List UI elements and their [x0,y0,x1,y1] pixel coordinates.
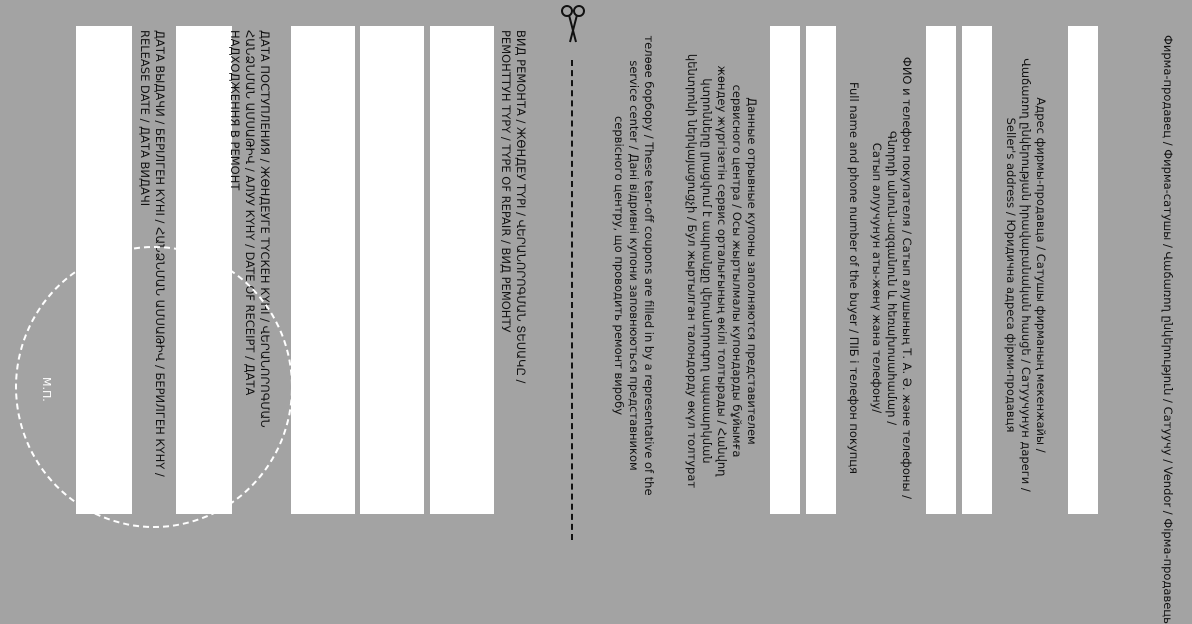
receipt-date-label-line-1: ДАТА ПОСТУПЛЕНИЯ / ЖӨНДЕУГЕ ТҮСКЕН КҮНІ / ՎԵՐԱՆՈՐՈԳՄԱՆ [258,30,272,428]
vendor-field[interactable] [1068,26,1098,514]
vendor-label: Фирма-продавец / Фирма-сатушы / Վաճառող ընկերություն / Сатуучу / Vendor / Фірма-продавець [1161,35,1175,624]
buyer-label-line-3: Сатып алуучунун аты-жөнү жана телефону/ [870,142,884,414]
buyer-label-line-1: ФИО и телефон покупателя / Сатып алушының Т. А. Ә. және телефоны / [900,56,914,500]
repair-type-field-1[interactable] [291,26,355,514]
seller-address-field-1[interactable] [926,26,956,514]
stamp-label: М.П. [40,377,53,402]
service-note-line-4: կտրոնները լրացվում է ապրանքը վերանորոգող սպասարկման [700,78,714,464]
buyer-field-1[interactable] [770,26,800,514]
seller-address-line-3: Seller's address / Юридична адреса фірми-продавця [1004,117,1018,433]
repair-type-field-3[interactable] [430,26,494,514]
seller-address-line-2: Վաճառող ընկերության իրավաբանական հասցե / Сатуучунун дареги / [1019,58,1033,492]
stamp-area [15,246,293,528]
seller-address-line-1: Адрес фирмы-продавца / Сатушы фирманың мекенжайы / [1034,97,1048,453]
service-note-line-2: сервисного центра / Осы жыртылмалы купондарды бұйымға [730,84,744,458]
release-date-label-line-1: ДАТА ВЫДАЧИ / БЕРІЛГЕН КҮНІ / ՀԱՆՁՆՄԱՆ ԱՄՍԱԹԻՎ / БЕРИЛГЕН КҮНҮ / [153,30,167,477]
service-note-line-6: телөөе борбору / These tear-off coupons are filled in by a representative of the [642,35,656,496]
buyer-label-line-4: Full name and phone number of the buyer / ПІБ і телефон покупця [847,82,861,474]
repair-type-label-line-2: РЕМОНТТУН ТҮРҮ / TYPE OF REPAIR / ВИД РЕМОНТУ [499,30,513,333]
repair-type-field-2[interactable] [360,26,424,514]
service-note-line-8: сервісного центру, що проводить ремонт виробу [612,115,626,415]
buyer-field-2[interactable] [806,26,836,514]
tear-off-line [571,60,573,540]
scissors-icon [560,4,586,44]
service-note-line-5: կենտրոնի ներկայացուցչի / Бул жыртылган талондорду өкүл толтурат [685,53,699,489]
release-date-label-line-2: RELEASE DATE / ДАТА ВИДАЧІ [138,30,152,207]
receipt-date-label-line-3: НАДХОДЖЕННЯ В РЕМОНТ [228,30,242,191]
buyer-label-line-2: Գնորդի անուն-ազգանուն և հեռախոսահամար / [885,130,899,426]
service-note-line-7: service center / Дані відривні купони заповнюються представником [627,60,641,471]
service-note-line-3: жөндеу жүргізетін сервис орталығының өкілі толтырады / Հանվող [715,65,729,477]
service-note-line-1: Данные отрывные купоны заполняются представителем [745,97,759,445]
seller-address-field-2[interactable] [962,26,992,514]
repair-type-label-line-1: ВИД РЕМОНТА / ЖӨНДЕУ ТҮРІ / ՎԵՐԱՆՈՐՈԳՄԱՆ ՏԵՍԱԿԸ / [514,30,528,384]
receipt-date-label-line-2: ՀԱՆՁՆՄԱՆ ԱՄՍԱԹԻՎ / АЛУУ КҮНҮ / DATE OF RECEIPT / ДАТА [243,30,257,396]
